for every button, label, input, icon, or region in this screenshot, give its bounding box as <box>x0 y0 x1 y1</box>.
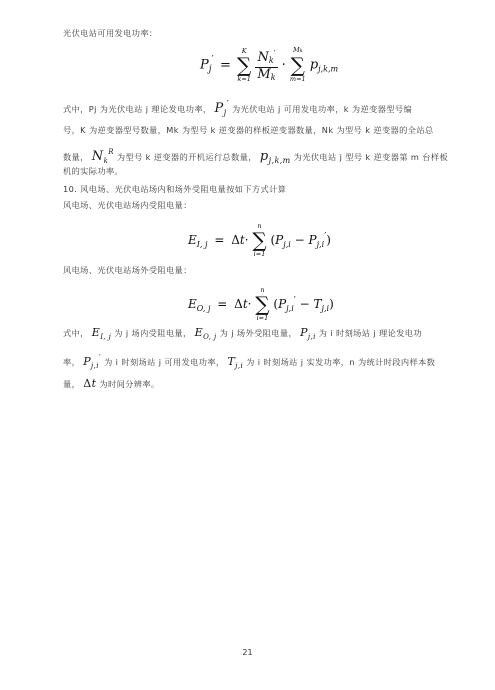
e-def-line2-c: 为 i 时刻场站 j 实发功率，n 为统计时段内样本数 <box>246 357 436 367</box>
e-def-line3-a: 量， <box>63 379 81 389</box>
e-def-line3-b: 为时间分辨率。 <box>99 379 160 389</box>
formula-internal-loss: $E_{I, j} = \Delta t\cdot$ n ∑ i=1 $(P_{j,i} - P_{j,i}')$ <box>188 222 331 258</box>
pv-def-line1-b: 为光伏电站 j 可用发电功率，k 为逆变器型号编 <box>232 104 413 114</box>
pv-power-heading: 光伏电站可用发电功率： <box>63 28 158 38</box>
pv-def-line3-c: 为光伏电站 j 型号 k 逆变器第 m 台样板 <box>293 152 449 162</box>
pv-def-line2: 号，K 为逆变器型号数量，Mk 为型号 k 逆变器的样板逆变器数量，Nk 为型号 k 逆变器的全站总 <box>63 125 434 135</box>
pv-def-line3-b: 为型号 k 逆变器的开机运行总数量， <box>116 152 257 162</box>
e-def-line2-a: 率， <box>63 357 81 367</box>
symbol-p-prime-j-i: $P_{j,i}'$ <box>83 353 102 370</box>
e-def-line1-a: 式中， <box>63 328 89 338</box>
formula-external-loss: $E_{O, j} = \Delta t\cdot$ n ∑ i=1 $(P_{j,i}' - T_{j,i})$ <box>188 286 334 322</box>
e-def-line1-d: 为 i 时刻场站 j 理论发电功 <box>318 328 422 338</box>
symbol-e-o-j: $E_{O, j}$ <box>194 326 217 341</box>
pv-def-line1-a: 式中，Pj 为光伏电站 j 理论发电功率， <box>63 104 212 114</box>
e-def-line1-c: 为 j 场外受阻电量， <box>219 328 298 338</box>
pv-def-line3-a: 数量， <box>63 152 89 162</box>
pv-def-line4: 机的实际功率。 <box>63 166 124 176</box>
formula-pv-available-power: $P_j'$ = K ∑ k=1 $\frac{Nk'}{Mk}$ · Mk ∑ m=1 $p_{j,k,m}$ <box>200 46 339 83</box>
e-def-line2-b: 为 i 时刻场站 j 可用发电功率， <box>104 357 225 367</box>
symbol-n-run-k: $N_k^R$ <box>91 148 114 165</box>
symbol-p-j-i: $P_{j,i}$ <box>300 326 316 341</box>
symbol-t-j-i: $T_{j,i}$ <box>227 355 244 370</box>
e-def-line1-b: 为 j 场内受阻电量， <box>114 328 192 338</box>
external-loss-heading: 风电场、光伏电站场外受阻电量： <box>63 265 192 275</box>
item-10-heading: 10. 风电场、光伏电站场内和场外受阻电量按如下方式计算 <box>63 184 287 194</box>
page-number: 21 <box>242 648 253 657</box>
symbol-p-jkm: $p_{j,k,m}$ <box>259 149 291 165</box>
internal-loss-heading: 风电场、光伏电站场内受阻电量： <box>63 200 192 210</box>
symbol-delta-t: Δt <box>83 377 97 390</box>
symbol-e-i-j: $E_{I, j}$ <box>91 326 112 341</box>
symbol-p-prime-j: $P_j'$ <box>214 100 230 117</box>
